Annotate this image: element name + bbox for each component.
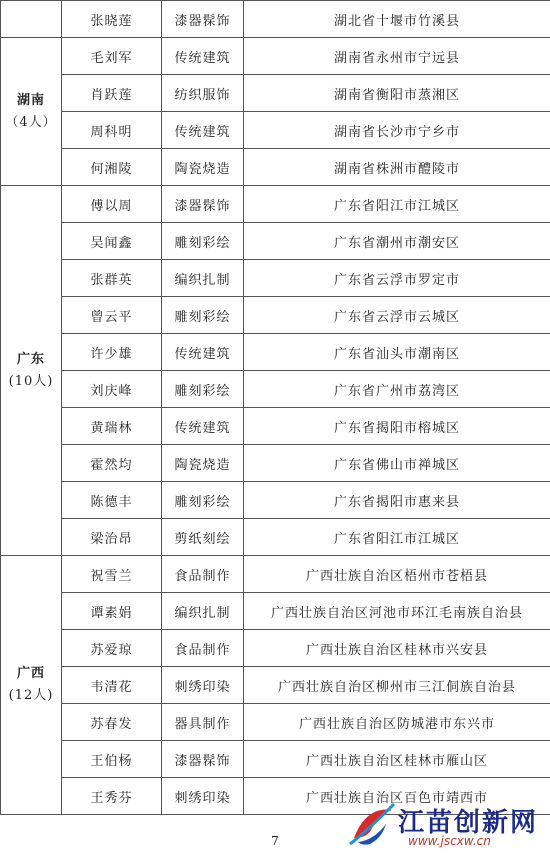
person-name-cell: 祝雪兰 [62,556,162,593]
person-name-cell: 黄瑞林 [62,408,162,445]
table-row [1,297,550,334]
person-name-cell: 陈德丰 [62,482,162,519]
table-row [1,38,550,75]
table-row [1,223,550,260]
table-row [1,482,550,519]
table-row [1,445,550,482]
region-cell [1,38,62,186]
region-cell [1,556,62,815]
location-cell: 广西壮族自治区桂林市兴安县 [244,630,550,667]
table-row [1,112,550,149]
region-count: (12人) [8,688,54,703]
table-row [1,334,550,371]
craft-cell: 刺绣印染 [162,778,244,815]
table-row [1,704,550,741]
table-row [1,260,550,297]
person-name-cell: 吴闻鑫 [62,223,162,260]
person-name-cell: 谭素娟 [62,593,162,630]
table-row [1,1,550,38]
location-cell: 湖南省长沙市宁乡市 [244,112,550,149]
person-name-cell: 刘庆峰 [62,371,162,408]
person-name-cell: 苏春发 [62,704,162,741]
region-cell [1,186,62,556]
location-cell: 湖南省株洲市醴陵市 [244,149,550,186]
table-row [1,75,550,112]
location-cell: 广东省广州市荔湾区 [244,371,550,408]
location-cell: 广西壮族自治区梧州市苍梧县 [244,556,550,593]
location-cell: 湖北省十堰市竹溪县 [244,1,550,38]
location-cell: 广东省阳江市江城区 [244,186,550,223]
location-cell: 广西壮族自治区百色市靖西市 [244,778,550,815]
craft-cell: 编织扎制 [162,593,244,630]
craft-cell: 雕刻彩绘 [162,223,244,260]
region-count: (10人) [8,373,54,389]
person-name-cell: 王秀芬 [62,778,162,815]
location-cell: 湖南省衡阳市蒸湘区 [244,75,550,112]
table-row [1,408,550,445]
craft-cell: 传统建筑 [162,334,244,371]
table-row [1,186,550,223]
table-row [1,667,550,704]
person-name-cell: 毛刘军 [62,38,162,75]
location-cell: 广东省云浮市云城区 [244,297,550,334]
table-row [1,519,550,556]
location-cell: 广西壮族自治区河池市环江毛南族自治县 [244,593,550,630]
location-cell: 广东省阳江市江城区 [244,519,550,556]
table-row [1,556,550,593]
person-name-cell: 张群英 [62,260,162,297]
site-logo-icon [348,800,398,848]
craft-cell: 雕刻彩绘 [162,482,244,519]
region-count: （4人） [5,114,57,130]
person-name-cell: 苏爱琼 [62,630,162,667]
craft-cell: 纺织服饰 [162,75,244,112]
table-row [1,741,550,778]
location-cell: 广东省揭阳市榕城区 [244,408,550,445]
person-name-cell: 肖跃莲 [62,75,162,112]
region-name: 广西 [16,666,45,681]
table-row [1,593,550,630]
craft-cell: 雕刻彩绘 [162,297,244,334]
region-name: 湖南 [16,92,45,108]
person-name-cell: 霍然均 [62,445,162,482]
craft-cell: 漆器髹饰 [162,186,244,223]
craft-cell: 传统建筑 [162,112,244,149]
craft-cell: 陶瓷烧造 [162,149,244,186]
person-name-cell: 王伯杨 [62,741,162,778]
person-name-cell: 傅以周 [62,186,162,223]
craft-cell: 编织扎制 [162,260,244,297]
location-cell: 广东省佛山市禅城区 [244,445,550,482]
location-cell: 广东省汕头市潮南区 [244,334,550,371]
region-name: 广东 [16,351,45,367]
person-name-cell: 周科明 [62,112,162,149]
person-name-cell: 韦清花 [62,667,162,704]
watermark-text: 江苗创新网 [398,808,539,838]
location-cell: 广东省揭阳市惠来县 [244,482,550,519]
person-name-cell: 梁治昂 [62,519,162,556]
table-row [1,149,550,186]
location-cell: 广东省潮州市潮安区 [244,223,550,260]
person-name-cell: 张晓莲 [62,1,162,38]
craft-cell: 传统建筑 [162,38,244,75]
watermark-url: www.jscxw.cn [408,834,491,848]
craft-cell: 漆器髹饰 [162,1,244,38]
craft-cell: 食品制作 [162,630,244,667]
craft-cell: 器具制作 [162,704,244,741]
craft-cell: 刺绣印染 [162,667,244,704]
location-cell: 广西壮族自治区桂林市雁山区 [244,741,550,778]
page-number: 7 [271,834,279,848]
person-name-cell: 何湘陵 [62,149,162,186]
table-row [1,630,550,667]
craft-cell: 食品制作 [162,556,244,593]
location-cell: 广东省云浮市罗定市 [244,260,550,297]
craft-cell: 漆器髹饰 [162,741,244,778]
craft-cell: 雕刻彩绘 [162,371,244,408]
craft-cell: 剪纸刻绘 [162,519,244,556]
craft-cell: 陶瓷烧造 [162,445,244,482]
region-cell [1,1,62,38]
table-row [1,371,550,408]
person-name-cell: 许少雄 [62,334,162,371]
watermark [344,800,544,850]
location-cell: 广西壮族自治区柳州市三江侗族自治县 [244,667,550,704]
table-body [1,1,550,815]
craft-cell: 传统建筑 [162,408,244,445]
location-cell: 湖南省永州市宁远县 [244,38,550,75]
person-name-cell: 曾云平 [62,297,162,334]
location-cell: 广西壮族自治区防城港市东兴市 [244,704,550,741]
